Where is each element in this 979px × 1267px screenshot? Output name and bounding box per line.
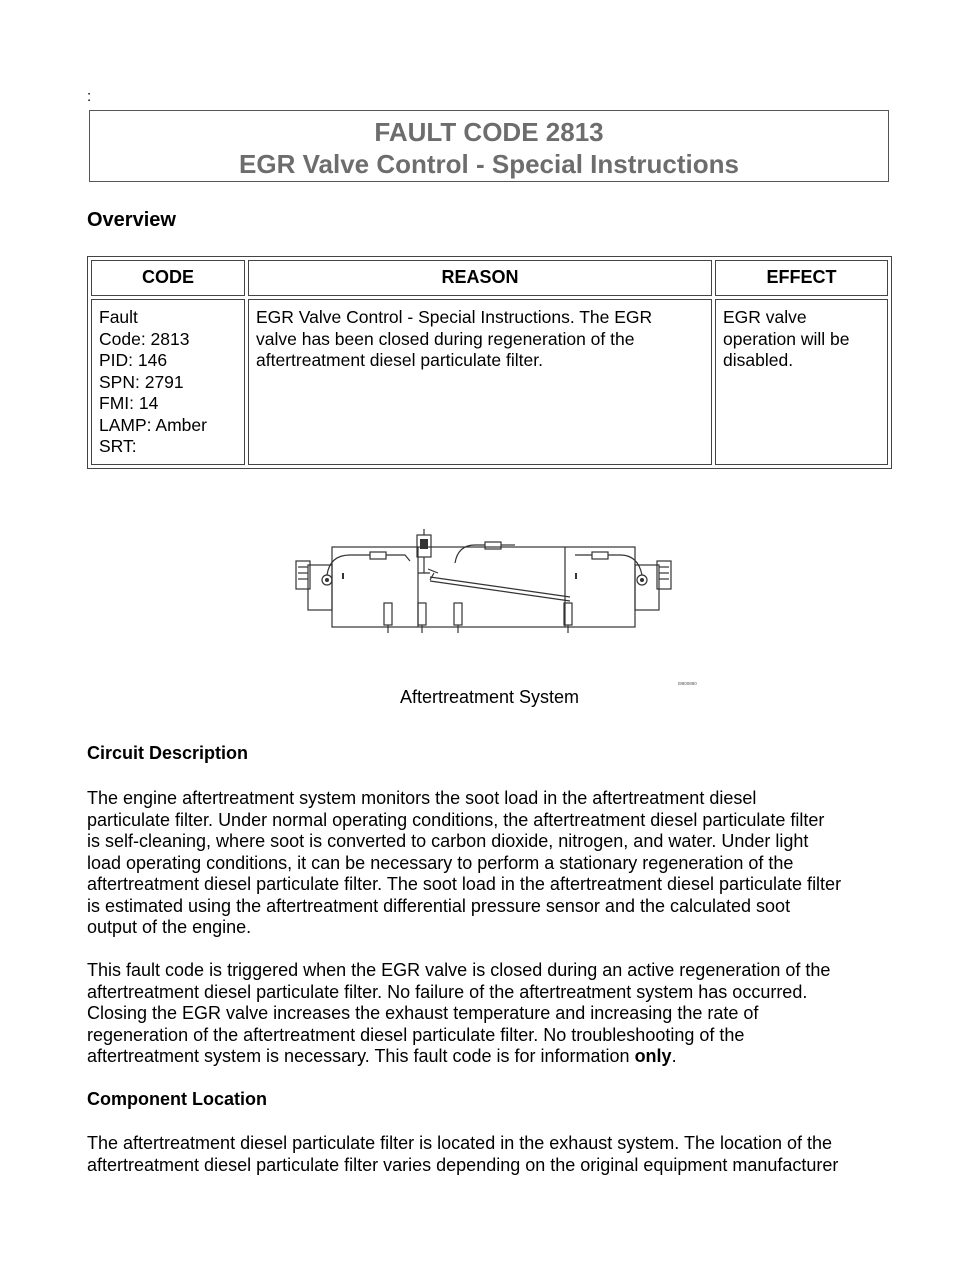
circuit-paragraph-1 [87,788,907,939]
paragraph-line: aftertreatment diesel particulate filter varies depending on the original equipment manufacturer [87,1154,839,1175]
paragraph-line: regeneration of the aftertreatment diesel particulate filter. No troubleshooting of the [87,1024,745,1045]
figure-id: t9800880 [678,681,697,686]
emphasis-only: only [634,1046,672,1066]
paragraph-line: particulate filter. Under normal operating conditions, the aftertreatment diesel particulate filter [87,809,825,830]
paragraph-line [87,1046,907,1068]
table-row [91,299,888,465]
circuit-description-heading: Circuit Description [87,743,249,763]
effect-line: operation will be [723,328,850,349]
code-line: PID: 146 [99,350,168,370]
reason-line: aftertreatment diesel particulate filter. [256,350,543,370]
column-header-code: CODE [91,260,245,296]
fault-table [87,256,892,469]
table-header-row [91,260,888,296]
reason-cell [248,299,712,465]
page-title: FAULT CODE 2813 [374,117,604,147]
column-header-effect: EFFECT [715,260,888,296]
paragraph-line: load operating conditions, it can be necessary to perform a stationary regeneration of the [87,852,794,873]
paragraph-line: The aftertreatment diesel particulate filter is located in the exhaust system. The location of the [87,1133,833,1153]
paragraph-line: is estimated using the aftertreatment differential pressure sensor and the calculated soot [87,895,791,916]
figure-caption: Aftertreatment System [399,687,580,707]
title-box [89,110,889,182]
code-line: SPN: 2791 [99,371,184,392]
paragraph-line: aftertreatment diesel particulate filter. The soot load in the aftertreatment diesel particulate filter [87,874,842,894]
effect-line: EGR valve [723,307,807,327]
overview-heading: Overview [87,209,176,231]
reason-line: valve has been closed during regeneration of the [256,328,635,349]
paragraph-line: This fault code is triggered when the EGR valve is closed during an active regeneration of the [87,960,831,980]
code-line: Code: 2813 [99,328,190,349]
paragraph-line: is self-cleaning, where soot is converted to carbon dioxide, nitrogen, and water. Under light [87,831,809,851]
paragraph-line: aftertreatment diesel particulate filter. No failure of the aftertreatment system has occurred. [87,981,808,1002]
paragraph-line: The engine aftertreatment system monitors the soot load in the aftertreatment diesel [87,788,757,808]
reason-line: EGR Valve Control - Special Instructions. The EGR [256,307,653,327]
top-mark: : [87,88,92,105]
code-line: LAMP: Amber [99,414,207,435]
paragraph-text: aftertreatment system is necessary. This fault code is for information [87,1046,635,1066]
effect-cell [715,299,888,465]
component-location-heading: Component Location [87,1089,267,1109]
aftertreatment-system-diagram [290,525,700,690]
effect-line: disabled. [723,350,794,370]
page-subtitle: EGR Valve Control - Special Instructions [239,149,739,179]
component-paragraph [87,1133,907,1176]
column-header-reason: REASON [248,260,712,296]
code-line: FMI: 14 [99,393,159,413]
paragraph-text: . [671,1046,677,1066]
code-line: Fault [99,307,138,327]
code-cell [91,299,245,465]
code-line: SRT: [99,436,137,456]
paragraph-line: output of the engine. [87,917,252,937]
circuit-paragraph-2 [87,960,907,1068]
paragraph-line: Closing the EGR valve increases the exhaust temperature and increasing the rate of [87,1003,759,1023]
